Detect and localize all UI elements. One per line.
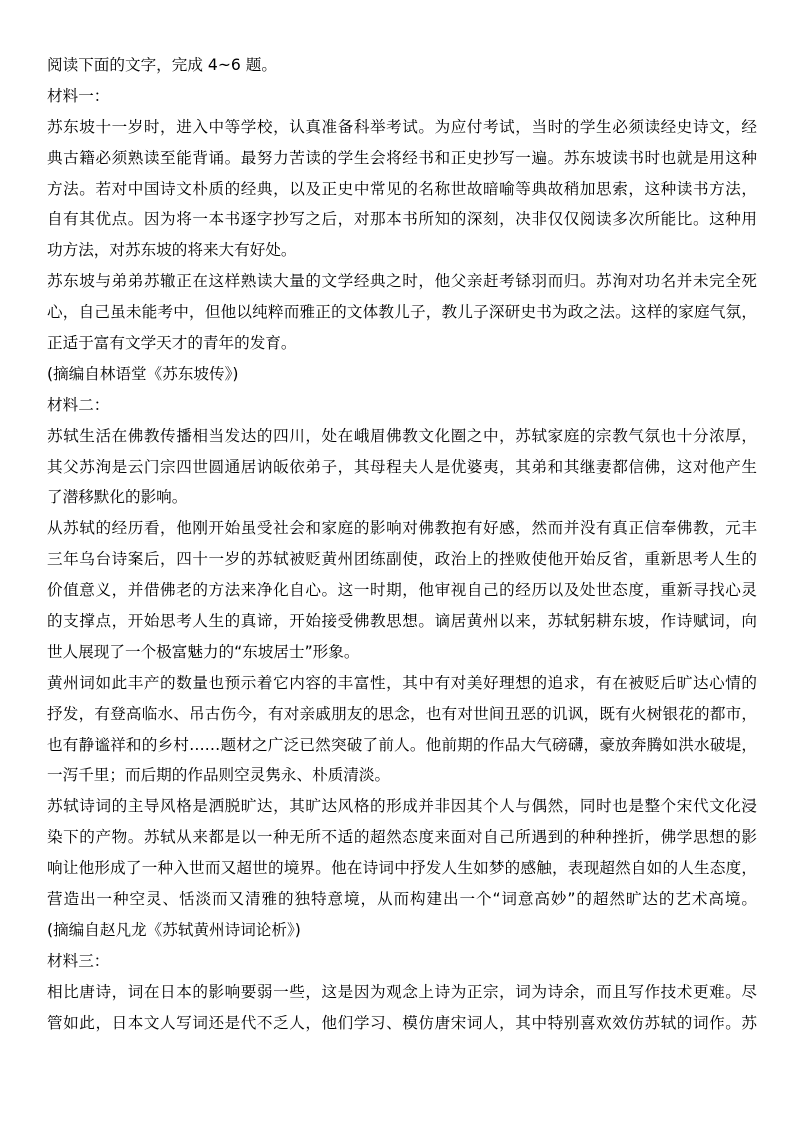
material-one-heading: 材料一：	[47, 86, 110, 105]
paragraph-line: 黄州词如此丰产的数量也预示着它内容的丰富性，其中有对美好理想的追求，有在被贬后旷达心情的	[47, 673, 757, 692]
paragraph-line: 的支撑点，开始思考人生的真谛，开始接受佛教思想。谪居黄州以来，苏轼躬耕东坡，作诗赋词，向	[47, 612, 757, 631]
paragraph-line: 苏东坡十一岁时，进入中等学校，认真准备科举考试。为应付考试，当时的学生必须读经史诗文，经	[47, 117, 757, 136]
paragraph-line: 方法。若对中国诗文朴质的经典，以及正史中常见的名称世故暗喻等典故稍加思索，这种读书方法，	[47, 179, 757, 198]
paragraph-line: 苏东坡与弟弟苏辙正在这样熟读大量的文学经典之时，他父亲赶考铩羽而归。苏洵对功名并未完全死	[47, 272, 757, 291]
paragraph-line: 苏轼诗词的主导风格是洒脱旷达，其旷达风格的形成并非因其个人与偶然，同时也是整个宋代文化浸	[47, 797, 757, 816]
document-page	[47, 50, 757, 1039]
paragraph-line: 苏轼生活在佛教传播相当发达的四川，处在峨眉佛教文化圈之中，苏轼家庭的宗教气氛也十分浓厚，	[47, 426, 757, 445]
paragraph-line: 正适于富有文学天才的青年的发育。	[47, 334, 297, 353]
paragraph-line: 其父苏洵是云门宗四世圆通居讷皈依弟子，其母程夫人是优婆夷，其弟和其继妻都信佛，这对他产生	[47, 457, 757, 476]
paragraph-line: 相比唐诗，词在日本的影响要弱一些，这是因为观念上诗为正宗，词为诗余，而且写作技术更难。尽	[47, 982, 757, 1001]
instruction-line: 阅读下面的文字，完成 4~6 题。	[47, 56, 277, 74]
paragraph-line: 一泻千里；而后期的作品则空灵隽永、朴质清淡。	[47, 766, 391, 785]
paragraph-line: 自有其优点。因为将一本书逐字抄写之后，对那本书所知的深刻，决非仅仅阅读多次所能比。这种用	[47, 210, 757, 229]
paragraph-line: 典古籍必须熟读至能背诵。最努力苦读的学生会将经书和正史抄写一遍。苏东坡读书时也就是用这种	[47, 148, 757, 167]
source-citation: (摘编自林语堂《苏东坡传》)	[47, 364, 239, 383]
material-three-heading: 材料三：	[47, 951, 110, 970]
source-citation: (摘编自赵凡龙《苏轼黄州诗词论析》)	[47, 920, 301, 939]
paragraph-line: 世人展现了一个极富魅力的“东坡居士”形象。	[47, 642, 360, 661]
paragraph-line: 三年乌台诗案后，四十一岁的苏轼被贬黄州团练副使，政治上的挫败使他开始反省，重新思考人生的	[47, 550, 757, 569]
paragraph-line: 价值意义，并借佛老的方法来净化自心。这一时期，他审视自己的经历以及处世态度，重新寻找心灵	[47, 581, 757, 600]
paragraph-line: 管如此，日本文人写词还是代不乏人，他们学习、模仿唐宋词人，其中特别喜欢效仿苏轼的词作。苏	[47, 1013, 757, 1032]
paragraph-line: 了潜移默化的影响。	[47, 488, 188, 507]
paragraph-line: 从苏轼的经历看，他刚开始虽受社会和家庭的影响对佛教抱有好感，然而并没有真正信奉佛教，元丰	[47, 519, 757, 538]
paragraph-line: 营造出一种空灵、恬淡而又清雅的独特意境，从而构建出一个“词意高妙”的超然旷达的艺术高境。	[47, 890, 757, 909]
paragraph-line: 心，自己虽未能考中，但他以纯粹而雅正的文体教儿子，教儿子深研史书为政之法。这样的家庭气氛，	[47, 303, 757, 322]
paragraph-line: 功方法，对苏东坡的将来大有好处。	[47, 241, 297, 260]
paragraph-line: 也有静谧祥和的乡村……题材之广泛已然突破了前人。他前期的作品大气磅礴，豪放奔腾如洪水破堤，	[47, 735, 757, 754]
paragraph-line: 染下的产物。苏轼从来都是以一种无所不适的超然态度来面对自己所遇到的种种挫折，佛学思想的影	[47, 828, 757, 847]
paragraph-line: 响让他形成了一种入世而又超世的境界。他在诗词中抒发人生如梦的感触，表现超然自如的人生态度，	[47, 859, 757, 878]
paragraph-line: 抒发，有登高临水、吊古伤今，有对亲戚朋友的思念，也有对世间丑恶的讥讽，既有火树银花的都市，	[47, 704, 757, 723]
material-two-heading: 材料二：	[47, 395, 110, 414]
